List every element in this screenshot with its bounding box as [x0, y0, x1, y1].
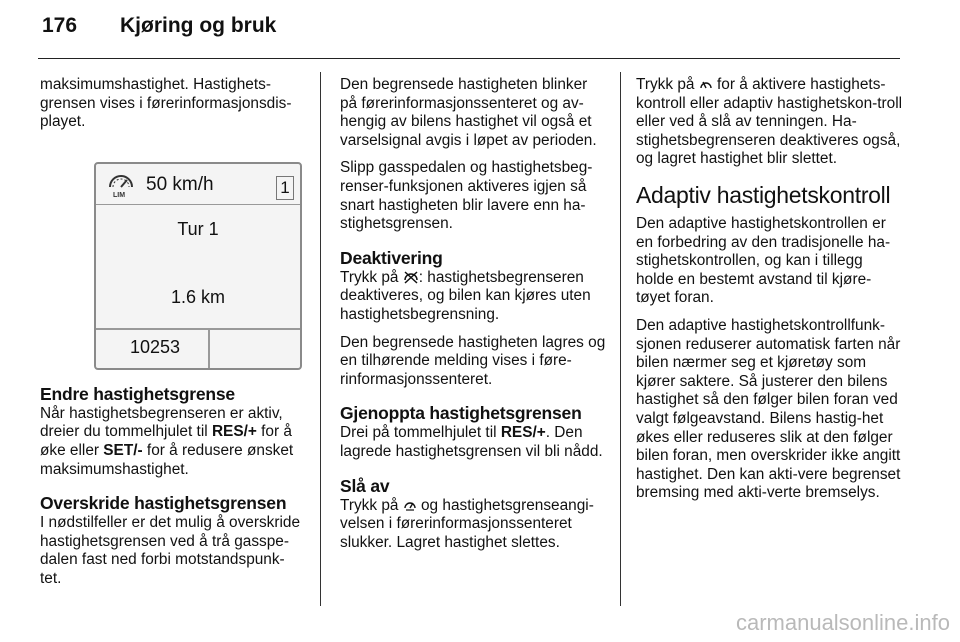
odometer-value: 10253 — [130, 336, 181, 357]
column-divider — [620, 72, 621, 606]
page-header — [42, 14, 276, 38]
heading-gjenoppta: Gjenoppta hastighetsgrensen — [340, 403, 582, 424]
lim-label: LIM — [113, 191, 126, 198]
cruise-control-icon — [699, 77, 713, 91]
header-divider — [38, 58, 900, 59]
heading-deaktivering: Deaktivering — [340, 247, 443, 268]
cruise-paragraph: Trykk på for å aktivere hastighets-kontroll eller adaptiv hastighetskon-troll eller ved å slå av tenningen. Ha-stighetsbegrenseren deaktiveres også, og lagret hastighet blir slettet. — [636, 76, 903, 168]
display-bottom-bar — [96, 328, 300, 368]
overskride-paragraph: I nødstilfeller er det mulig å overskride hastighetsgrensen ved å trå gasspe-dalen fast ned forbi motstandspunk-tet. — [40, 514, 301, 587]
res-plus-label: RES/+ — [500, 424, 546, 442]
heading-endre: Endre hastighetsgrense — [40, 383, 235, 404]
heading-overskride: Overskride hastighetsgrensen — [40, 493, 287, 514]
page-number: 176 — [42, 14, 78, 37]
adaptiv-paragraph-2: Den adaptive hastighetskontrollfunk-sjonen reduserer automatisk farten når bilen nærmer seg et kjøretøy som kjører saktere. Så justerer den bilens hastighet så den følger bilen foran ved valgt følgeavstand. Bilens hastig-het økes eller reduseres slik at den følger bilen foran, men overskrider ikke angitt hastighet. Den kan akti-vere begrenset bremsing med akti-verte bremselys. — [636, 316, 901, 502]
res-plus-label: RES/+ — [211, 423, 257, 441]
endre-paragraph: Når hastighetsbegrenseren er aktiv, dreier du tommelhjulet til RES/+ for å øke eller SET/- for å redusere ønsket maksimumshastighet. — [40, 404, 294, 478]
column-3 — [636, 76, 904, 512]
limiter-cancel-icon — [403, 270, 419, 284]
column-1 — [40, 76, 306, 598]
speedometer-limiter-icon — [106, 172, 136, 198]
driver-info-display-illustration — [94, 162, 302, 370]
stored-paragraph: Den begrensede hastigheten lagres og en tilhørende melding vises i føre-rinformasjonssenteret. — [340, 333, 606, 388]
trip-label: Tur 1 — [177, 218, 219, 239]
release-paragraph: Slipp gasspedalen og hastighetsbeg-renser-funksjonen aktiveres igjen så snart hastigheten blir lavere enn ha-stighetsgrensen. — [340, 159, 593, 233]
set-minus-label: SET/- — [103, 441, 143, 459]
display-divider — [96, 204, 300, 205]
page-index-box: 1 — [276, 176, 294, 200]
page-title: Kjøring og bruk — [120, 14, 277, 37]
deakt-paragraph: Trykk på : hastighetsbegrenseren deaktiveres, og bilen kan kjøres uten hastighetsbegrensning. — [340, 268, 591, 323]
av-paragraph: Trykk på og hastighetsgrenseangi-velsen i førerinformasjonssenteret slukker. Lagret hastighet slettes. — [340, 496, 594, 551]
column-divider — [320, 72, 321, 606]
blink-paragraph: Den begrensede hastigheten blinker på førerinformasjonssenteret og av-hengig av bilens hastighet vil også et varselsignal avgis i løpet av perioden. — [340, 76, 597, 149]
speed-limit-value: 50 km/h — [146, 173, 214, 195]
trip-distance: 1.6 km — [170, 286, 226, 307]
limiter-icon — [403, 498, 417, 512]
adaptiv-paragraph-1: Den adaptive hastighetskontrollen er en forbedring av den tradisjonelle ha-stighetskontrollen, og kan i tillegg holde en bestemt avstand til kjøre-tøyet foran. — [636, 214, 891, 307]
intro-paragraph: maksimumshastighet. Hastighets-grensen vises i førerinformasjonsdis-playet. — [40, 76, 292, 131]
gjen-paragraph: Drei på tommelhjulet til RES/+. Den lagrede hastighetsgrensen vil bli nådd. — [340, 424, 603, 460]
column-2 — [340, 76, 606, 561]
watermark: carmanualsonline.info — [735, 610, 950, 635]
heading-adaptiv: Adaptiv hastighetskontroll — [636, 181, 891, 208]
heading-sla-av: Slå av — [340, 475, 390, 496]
display-separator — [208, 330, 210, 368]
